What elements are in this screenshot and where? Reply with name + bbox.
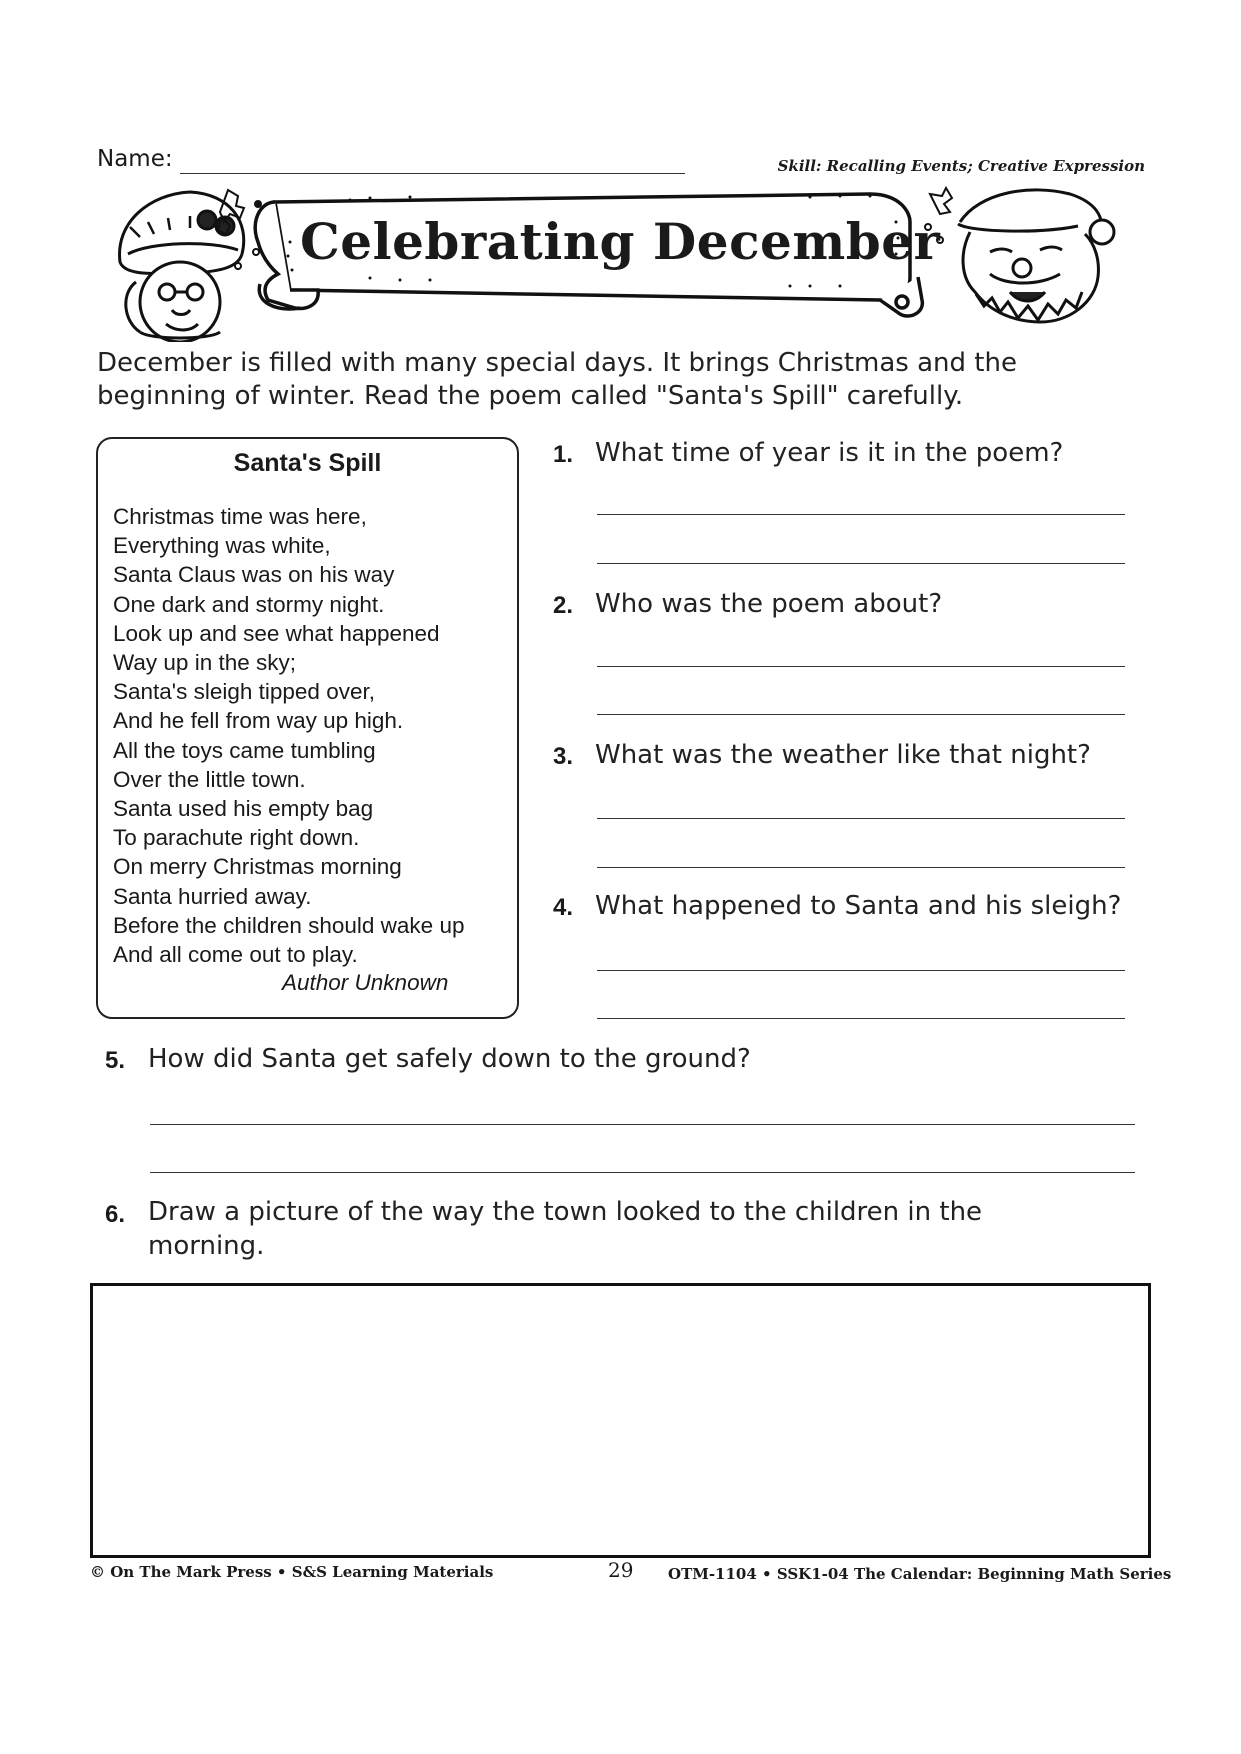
question-1-answer-line-2[interactable] (597, 563, 1125, 564)
question-5-answer-line-2[interactable] (150, 1172, 1135, 1173)
footer-copyright: © On The Mark Press • S&S Learning Materials (90, 1563, 494, 1581)
poem-title: Santa's Spill (233, 449, 382, 477)
question-3-answer-line-1[interactable] (597, 818, 1125, 819)
question-4-number: 4. (553, 894, 574, 921)
question-4-answer-line-2[interactable] (597, 1018, 1125, 1019)
intro-paragraph: December is filled with many special days. It brings Christmas and the beginning of winter. Read the poem called "Santa's Spill" carefully. (97, 348, 1017, 411)
question-2-answer-line-1[interactable] (597, 666, 1125, 667)
name-label: Name: (97, 146, 173, 172)
poem-lines (113, 502, 464, 969)
poem-line: Santa's sleigh tipped over, (113, 679, 375, 705)
question-5-text: How did Santa get safely down to the ground? (148, 1044, 751, 1074)
poem-line: All the toys came tumbling (113, 737, 376, 763)
question-1-text: What time of year is it in the poem? (595, 438, 1064, 468)
poem-line: Over the little town. (113, 766, 306, 792)
poem-line: Santa hurried away. (113, 883, 312, 909)
poem-line: Christmas time was here, (113, 504, 367, 529)
question-2-text: Who was the poem about? (595, 589, 943, 619)
question-4-text: What happened to Santa and his sleigh? (595, 891, 1122, 921)
poem-line: Everything was white, (113, 533, 331, 559)
question-5-answer-line-1[interactable] (150, 1124, 1135, 1125)
question-2-answer-line-2[interactable] (597, 714, 1125, 715)
poem-line: To parachute right down. (113, 825, 360, 851)
page-number: 29 (608, 1558, 634, 1582)
skill-label: Skill: Recalling Events; Creative Expression (777, 157, 1145, 175)
question-6-text: Draw a picture of the way the town looked to the children in the (148, 1197, 983, 1227)
question-5-number: 5. (105, 1047, 126, 1074)
santa-icon (958, 190, 1114, 322)
question-6-number: 6. (105, 1201, 126, 1228)
name-field-line[interactable] (180, 173, 685, 174)
poem-line: Before the children should wake up (113, 912, 465, 938)
question-3-answer-line-2[interactable] (597, 867, 1125, 868)
poem-line: Santa Claus was on his way (113, 562, 395, 588)
question-1-answer-line-1[interactable] (597, 514, 1125, 515)
question-3-text: What was the weather like that night? (595, 740, 1091, 770)
drawing-area[interactable] (90, 1283, 1151, 1558)
poem-line: Look up and see what happened (113, 620, 440, 646)
question-2-number: 2. (553, 592, 574, 619)
footer-series: OTM-1104 • SSK1-04 The Calendar: Beginning Math Series (668, 1565, 1172, 1583)
poem-line: And he fell from way up high. (113, 708, 404, 734)
mrs-claus-icon (120, 192, 244, 342)
poem-line: Santa used his empty bag (113, 796, 374, 822)
page-title: Celebrating December (300, 212, 941, 271)
poem-line: And all come out to play. (113, 942, 358, 968)
question-3-number: 3. (553, 743, 574, 770)
question-1-number: 1. (553, 441, 574, 468)
poem-line: Way up in the sky; (113, 650, 296, 676)
question-6-text-continued: morning. (148, 1231, 265, 1261)
poem-line: On merry Christmas morning (113, 854, 402, 880)
poem-line: One dark and stormy night. (113, 591, 385, 617)
poem-author: Author Unknown (282, 970, 449, 995)
question-4-answer-line-1[interactable] (597, 970, 1125, 971)
